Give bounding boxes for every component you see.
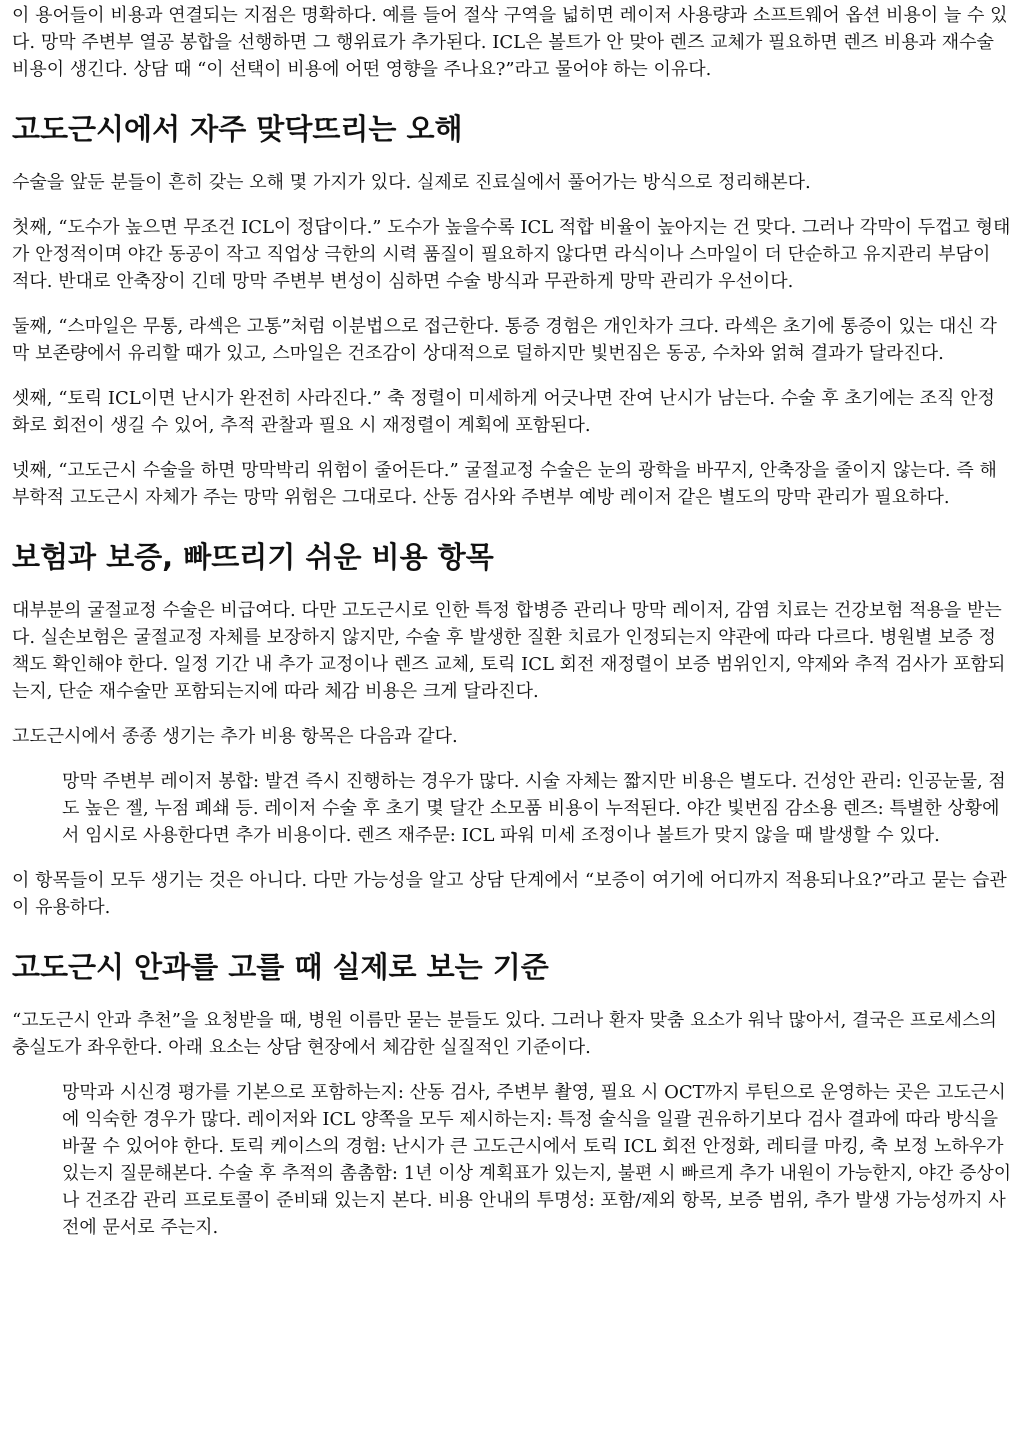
insurance-paragraph-3: 이 항목들이 모두 생기는 것은 아니다. 다만 가능성을 알고 상담 단계에서 “보증이 여기에 어디까지 적용되나요?”라고 묻는 습관이 유용하다. [12,870,1007,918]
article [0,2,1024,1241]
criteria-list-text: 망막과 시신경 평가를 기본으로 포함하는지: 산동 검사, 주변부 촬영, 필요 시 OCT까지 루틴으로 운영하는 곳은 고도근시에 익숙한 경우가 많다. 레이저와 ICL 양쪽을 모두 제시하는지: 특정 술식을 일괄 권유하기보다 검사 결과에 따라 방식을 바꿀 수 있어야 한다. 토릭 케이스의 경험: 난시가 큰 고도근시에서 토릭 ICL 회전 안정화, 레티클 마킹, 축 보정 노하우가 있는지 질문해본다. 수술 후 추적의 촘촘함: 1년 이상 계획표가 있는지, 불편 시 빠르게 추가 내원이 가능한지, 야간 증상이나 건조감 관리 프로토콜이 준비돼 있는지 본다. 비용 안내의 투명성: 포함/제외 항목, 보증 범위, 추가 발생 가능성까지 사전에 문서로 주는지. [62,1082,1012,1238]
criteria-paragraph-1: “고도근시 안과 추천”을 요청받을 때, 병원 이름만 묻는 분들도 있다. 그러나 환자 맞춤 요소가 워낙 많아서, 결국은 프로세스의 충실도가 좌우한다. 아래 요소는 상담 현장에서 체감한 실질적인 기준이다. [12,1010,997,1058]
heading-insurance: 보험과 보증, 빠뜨리기 쉬운 비용 항목 [12,540,494,574]
criteria-list [62,1079,1012,1241]
misconception-item-1: 첫째, “도수가 높으면 무조건 ICL이 정답이다.” 도수가 높을수록 ICL 적합 비율이 높아지는 건 맞다. 그러나 각막이 두껍고 형태가 안정적이며 야간 동공이 작고 직업상 극한의 시력 품질이 필요하지 않다면 라식이나 스마일이 더 단순하고 유지관리 부담이 적다. 반대로 안축장이 긴데 망막 주변부 변성이 심하면 수술 방식과 무관하게 망막 관리가 우선이다. [12,217,1011,292]
extra-cost-list [62,768,1012,849]
intro-paragraph: 이 용어들이 비용과 연결되는 지점은 명확하다. 예를 들어 절삭 구역을 넓히면 레이저 사용량과 소프트웨어 옵션 비용이 늘 수 있다. 망막 주변부 열공 봉합을 선행하면 그 행위료가 추가된다. ICL은 볼트가 안 맞아 렌즈 교체가 필요하면 렌즈 비용과 재수술 비용이 생긴다. 상담 때 “이 선택이 비용에 어떤 영향을 주나요?”라고 물어야 하는 이유다. [12,5,1008,80]
misconception-item-4: 넷째, “고도근시 수술을 하면 망막박리 위험이 줄어든다.” 굴절교정 수술은 눈의 광학을 바꾸지, 안축장을 줄이지 않는다. 즉 해부학적 고도근시 자체가 주는 망막 위험은 그대로다. 산동 검사와 주변부 예방 레이저 같은 별도의 망막 관리가 필요하다. [12,460,997,508]
extra-cost-list-text: 망막 주변부 레이저 봉합: 발견 즉시 진행하는 경우가 많다. 시술 자체는 짧지만 비용은 별도다. 건성안 관리: 인공눈물, 점도 높은 젤, 누점 폐쇄 등. 레이저 수술 후 초기 몇 달간 소모품 비용이 누적된다. 야간 빛번짐 감소용 렌즈: 특별한 상황에서 임시로 사용한다면 추가 비용이다. 렌즈 재주문: ICL 파워 미세 조정이나 볼트가 맞지 않을 때 발생할 수 있다. [62,771,1006,846]
heading-misconceptions: 고도근시에서 자주 맞닥뜨리는 오해 [12,112,463,146]
heading-criteria: 고도근시 안과를 고를 때 실제로 보는 기준 [12,950,549,984]
insurance-paragraph-2: 고도근시에서 종종 생기는 추가 비용 항목은 다음과 같다. [12,726,458,747]
misconceptions-intro: 수술을 앞둔 분들이 흔히 갖는 오해 몇 가지가 있다. 실제로 진료실에서 풀어가는 방식으로 정리해본다. [12,172,811,193]
insurance-paragraph-1: 대부분의 굴절교정 수술은 비급여다. 다만 고도근시로 인한 특정 합병증 관리나 망막 레이저, 감염 치료는 건강보험 적용을 받는다. 실손보험은 굴절교정 자체를 보장하지 않지만, 수술 후 발생한 질환 치료가 인정되는지 약관에 따라 다르다. 병원별 보증 정책도 확인해야 한다. 일정 기간 내 추가 교정이나 렌즈 교체, 토릭 ICL 회전 재정렬이 보증 범위인지, 약제와 추적 검사가 포함되는지, 단순 재수술만 포함되는지에 따라 체감 비용은 크게 달라진다. [12,600,1006,702]
misconception-item-3: 셋째, “토릭 ICL이면 난시가 완전히 사라진다.” 축 정렬이 미세하게 어긋나면 잔여 난시가 남는다. 수술 후 초기에는 조직 안정화로 회전이 생길 수 있어, 추적 관찰과 필요 시 재정렬이 계획에 포함된다. [12,388,995,436]
misconception-item-2: 둘째, “스마일은 무통, 라섹은 고통”처럼 이분법으로 접근한다. 통증 경험은 개인차가 크다. 라섹은 초기에 통증이 있는 대신 각막 보존량에서 유리할 때가 있고, 스마일은 건조감이 상대적으로 덜하지만 빛번짐은 동공, 수차와 얽혀 결과가 달라진다. [12,316,997,364]
